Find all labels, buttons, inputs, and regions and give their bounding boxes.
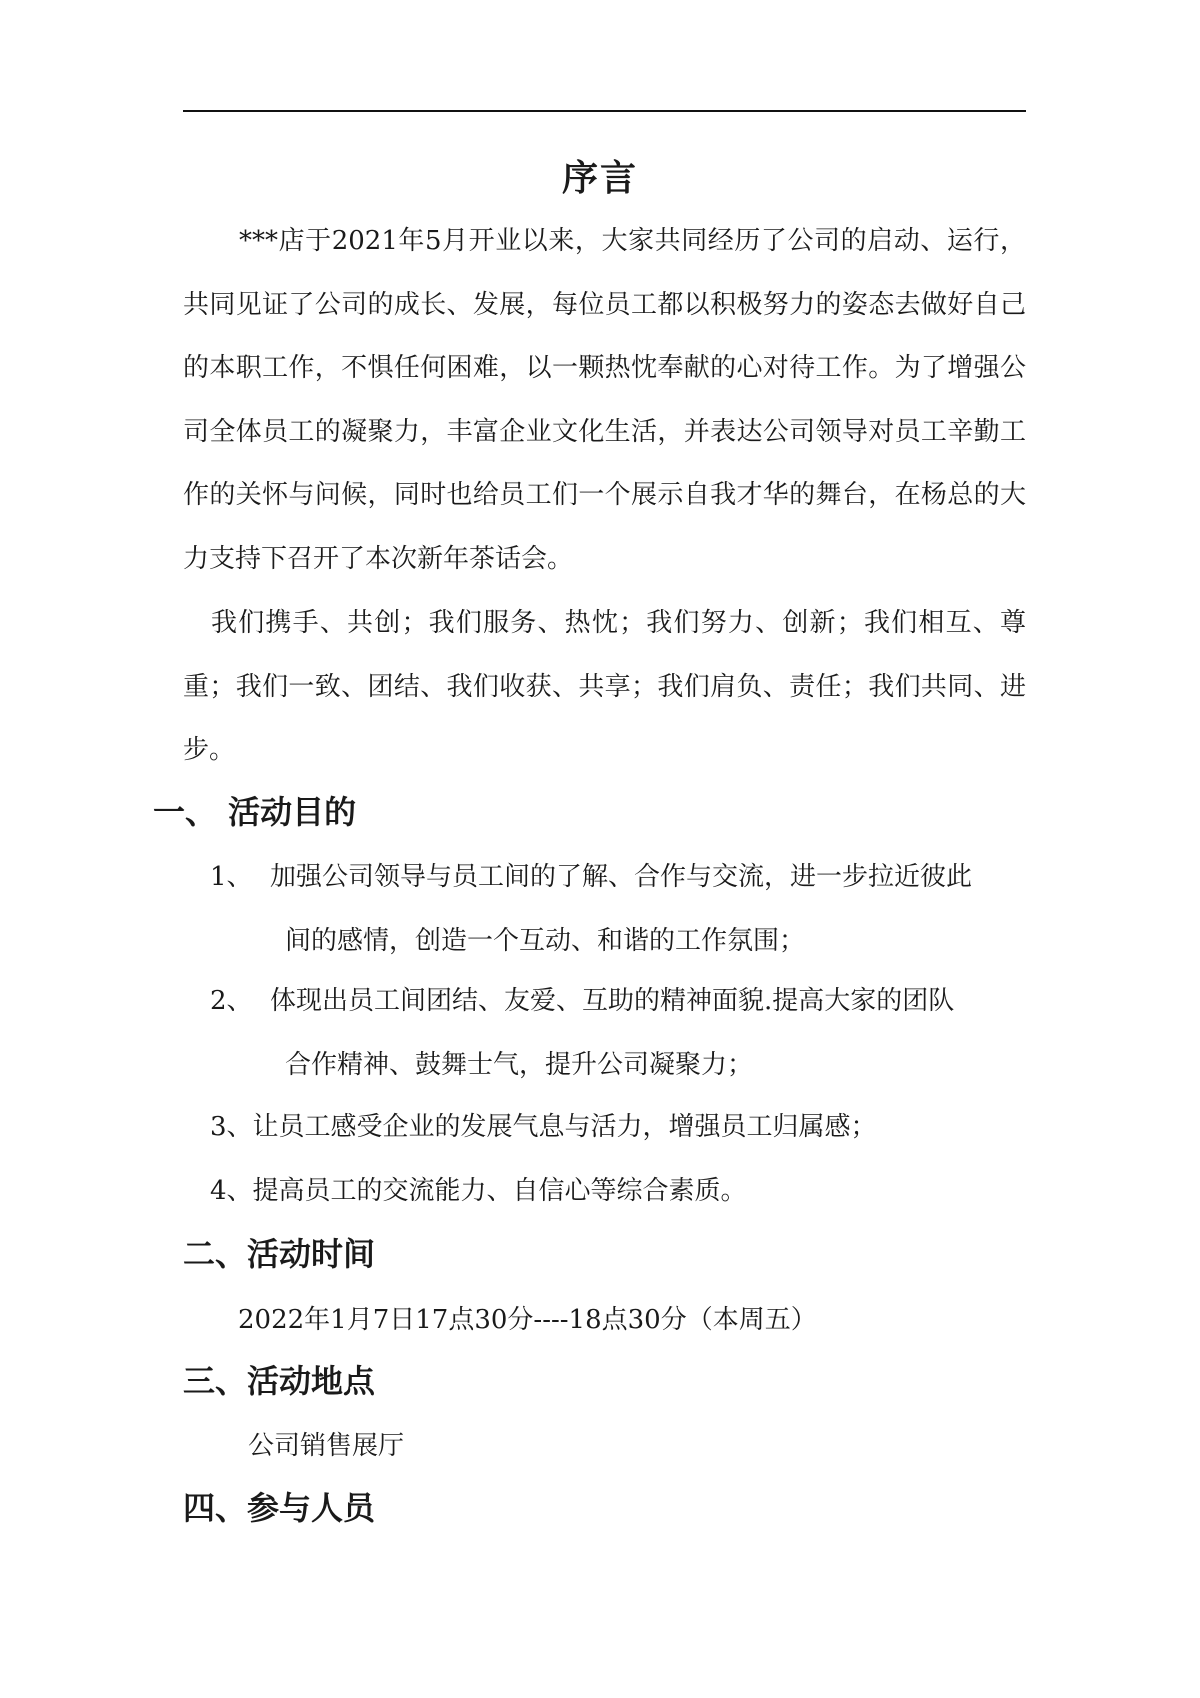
list-item-text — [270, 970, 1026, 1097]
list-item-line: 体现出员工间团结、友爱、互助的精神面貌.提高大家的团队 — [270, 986, 955, 1016]
list-item-line: 合作精神、鼓舞士气，提升公司凝聚力； — [285, 1049, 754, 1080]
activity-place-text: 公司销售展厅 — [248, 1431, 405, 1461]
section-heading-participants: 四、参与人员 — [183, 1489, 376, 1527]
list-number: 2、 — [210, 986, 253, 1016]
section-heading-place: 三、活动地点 — [183, 1362, 376, 1400]
purpose-item-1 — [210, 846, 1026, 973]
preface-paragraph-1: ***店于2021年5月开业以来，大家共同经历了公司的启动、运行，共同见证了公司的成长、发展，每位员工都以积极努力的姿态去做好自己的本职工作，不惧任何困难，以一颗热忱奉献的心对待工作。为了增强公司全体员工的凝聚力，丰富企业文化生活，并表达公司领导对员工辛勤工作的关怀与问候，同时也给员工们一个展示自我才华的舞台，在杨总的大力支持下召开了本次新年茶话会。 — [183, 226, 1026, 574]
list-item-line: 加强公司领导与员工间的了解、合作与交流，进一步拉近彼此 — [270, 862, 973, 892]
section-heading-time: 二、活动时间 — [183, 1235, 376, 1273]
section-heading-purpose: 一、 活动目的 — [153, 793, 357, 831]
list-item-line: 间的感情，创造一个互动、和谐的工作氛围； — [285, 925, 806, 956]
list-item-text — [270, 846, 1026, 973]
purpose-item-4: 4、提高员工的交流能力、自信心等综合素质。 — [210, 1176, 747, 1206]
purpose-item-3: 3、让员工感受企业的发展气息与活力，增强员工归属感； — [210, 1112, 877, 1142]
purpose-item-2 — [210, 970, 1026, 1097]
list-number: 1、 — [210, 862, 253, 892]
header-rule — [183, 110, 1026, 112]
document-title: 序言 — [561, 158, 638, 199]
preface-paragraph-2: 我们携手、共创；我们服务、热忱；我们努力、创新；我们相互、尊重；我们一致、团结、我们收获、共享；我们肩负、责任；我们共同、进步。 — [183, 608, 1026, 765]
activity-time-text: 2022年1月7日17点30分----18点30分（本周五） — [238, 1305, 817, 1335]
